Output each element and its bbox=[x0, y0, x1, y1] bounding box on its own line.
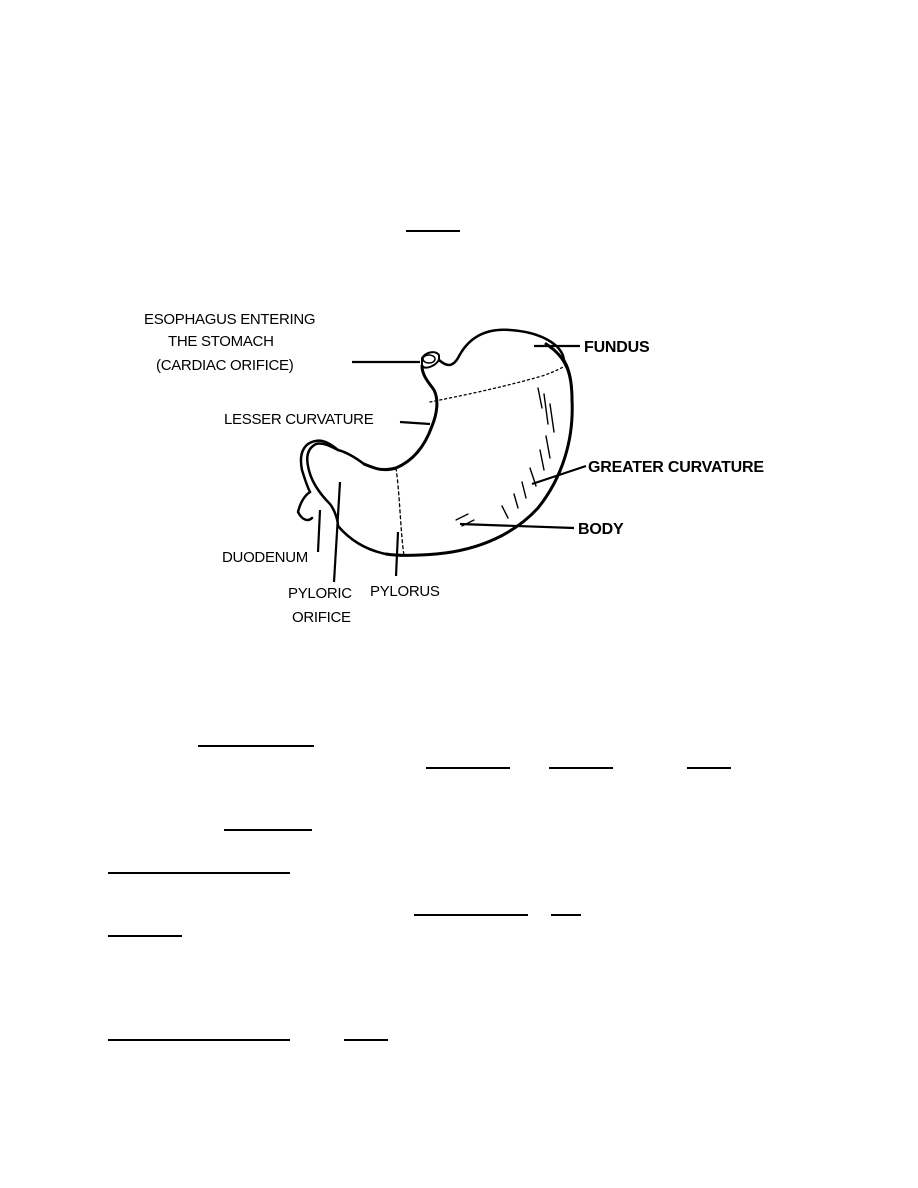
leader-greater-curvature bbox=[532, 466, 586, 484]
label-esophagus-1: ESOPHAGUS ENTERING bbox=[144, 311, 316, 328]
blank-line-6 bbox=[224, 829, 312, 831]
fundus-outline bbox=[439, 330, 572, 400]
blank-line-10 bbox=[108, 935, 182, 937]
label-esophagus-3: (CARDIAC ORIFICE) bbox=[156, 357, 294, 374]
blank-line-8 bbox=[414, 914, 528, 916]
leader-lesser-curvature bbox=[400, 422, 430, 424]
label-pyloric-orifice-2: ORIFICE bbox=[292, 609, 351, 626]
lesser-curvature-outline bbox=[364, 366, 437, 470]
leader-duodenum bbox=[318, 510, 320, 552]
blank-line-4 bbox=[549, 767, 613, 769]
label-fundus: FUNDUS bbox=[584, 339, 650, 356]
duodenum-outline bbox=[307, 443, 364, 526]
blank-line-11 bbox=[108, 1039, 290, 1041]
blank-line-1 bbox=[406, 230, 460, 232]
label-body: BODY bbox=[578, 521, 624, 538]
blank-line-5 bbox=[687, 767, 731, 769]
antrum-lower-outline bbox=[338, 526, 386, 554]
blank-line-12 bbox=[344, 1039, 388, 1041]
blank-line-3 bbox=[426, 767, 510, 769]
label-duodenum: DUODENUM bbox=[222, 549, 308, 566]
label-pylorus: PYLORUS bbox=[370, 583, 440, 600]
fundus-division-dotted bbox=[430, 364, 568, 402]
blank-line-9 bbox=[551, 914, 581, 916]
blank-line-2 bbox=[198, 745, 314, 747]
stomach-figure bbox=[130, 300, 784, 626]
label-pyloric-orifice-1: PYLORIC bbox=[288, 585, 352, 602]
label-lesser-curvature: LESSER CURVATURE bbox=[224, 411, 374, 428]
label-esophagus-2: THE STOMACH bbox=[168, 333, 274, 350]
blank-line-7 bbox=[108, 872, 290, 874]
leader-pyloric-orifice bbox=[334, 482, 340, 582]
stomach-diagram bbox=[130, 300, 784, 626]
label-greater-curvature: GREATER CURVATURE bbox=[588, 459, 764, 476]
leader-pylorus bbox=[396, 532, 398, 576]
